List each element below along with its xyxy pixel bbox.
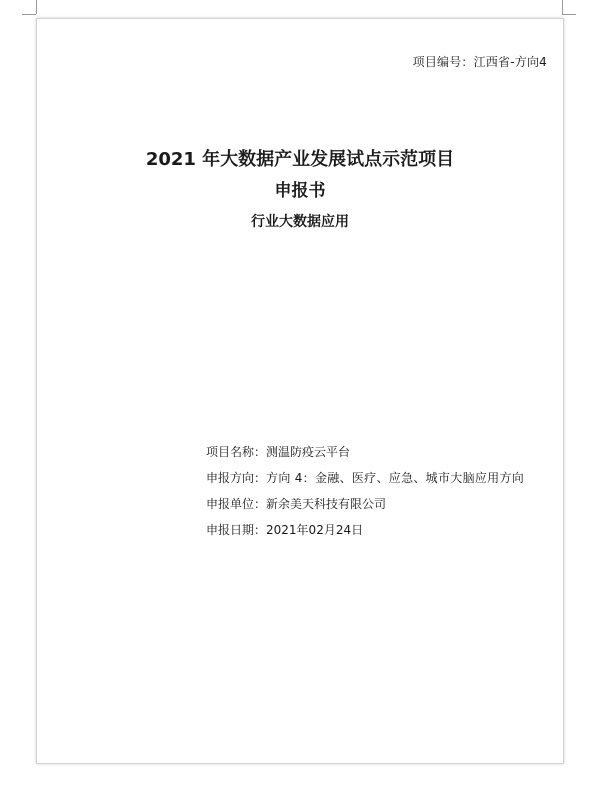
info-row-applicant <box>206 491 552 517</box>
project-info-block <box>206 439 552 543</box>
crop-mark-top-left-horizontal <box>22 14 36 15</box>
info-label-direction: 申报方向： <box>206 471 267 485</box>
crop-mark-top-right-vertical <box>562 0 563 14</box>
info-value-direction: 方向 4：金融、医疗、应急、城市大脑应用方向 <box>266 471 525 485</box>
info-label-project-name: 项目名称： <box>206 445 267 459</box>
info-value-project-name: 测温防疫云平台 <box>266 445 351 459</box>
crop-mark-top-right-horizontal <box>562 14 576 15</box>
document-subtitle: 申报书 <box>274 181 326 201</box>
info-value-date: 2021年02月24日 <box>266 523 364 537</box>
project-number: 项目编号：江西省-方向4 <box>412 55 547 69</box>
info-value-applicant: 新余美天科技有限公司 <box>266 497 387 511</box>
info-label-date: 申报日期： <box>206 523 267 537</box>
info-row-date <box>206 517 552 543</box>
document-page <box>36 18 564 764</box>
info-label-applicant: 申报单位： <box>206 497 267 511</box>
document-category: 行业大数据应用 <box>251 214 349 230</box>
document-title: 2021 年大数据产业发展试点示范项目 <box>145 149 455 170</box>
crop-mark-top-left-vertical <box>36 0 37 14</box>
info-row-direction <box>206 465 552 491</box>
info-row-project-name <box>206 439 552 465</box>
